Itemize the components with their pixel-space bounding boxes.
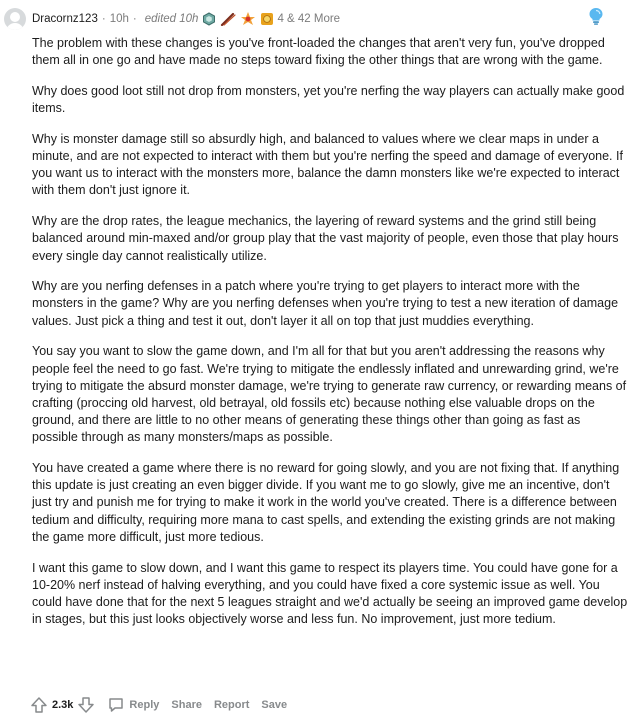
- comment-bubble-icon: [107, 696, 125, 714]
- report-button[interactable]: Report: [213, 699, 250, 711]
- reply-button[interactable]: [107, 696, 159, 714]
- award-icon[interactable]: [586, 6, 606, 26]
- meta-separator: ·: [132, 13, 137, 25]
- medal-award-icon[interactable]: [260, 12, 274, 26]
- timestamp[interactable]: 10h: [109, 13, 129, 25]
- comment-paragraph: Why is monster damage still so absurdly high, and balanced to values where we clear maps in under a minute, and are not expected to interact with them but you're nerfing the speed and damage of everyone. If you want us to interact with the monsters more, balance the damn monsters like we're expected to interact with them don't just ignore it.: [32, 131, 623, 198]
- comment-paragraph: Why does good loot still not drop from monsters, yet you're nerfing the way players can actually make good items.: [32, 83, 625, 116]
- comment-body: [32, 35, 627, 642]
- comment-paragraph: You say you want to slow the game down, and I'm all for that but you aren't addressing the reasons why people feel the need to go fast. We're trying to mitigate the endlessly inflated and unrewarding grind, we're trying to mitigate the absurd monster damage, we're trying to generate raw currency, or rewarding means of crafting (proccing old harvest, old betrayal, old fossils etc) because nothing else valuable drops on the ground, and there are little to no other means of generating these things other than going as fast as possible through as many monsters/maps as possible.: [32, 344, 627, 445]
- edited-timestamp: edited 10h: [144, 13, 199, 25]
- comment-paragraph: Why are you nerfing defenses in a patch where you're trying to get players to interact more with the monsters in the game? Why are you nerfing defenses when you're trying to test a new iteration of damage values. Just pick a thing and test it out, don't layer it all on top that just muddies everything.: [32, 279, 619, 328]
- comment-paragraph: You have created a game where there is no reward for going slowly, and you are not fixing that. If anything this update is just creating an even bigger divide. If you want me to go slowly, give me an incentive, don't just try and punish me for trying to make it work in the world you've created. There is a difference between tedium and difficulty, requiring more mana to cast spells, and extending the existing grinds are not making the game more difficult, just more tedious.: [32, 461, 620, 544]
- comment-paragraph: The problem with these changes is you've front-loaded the changes that aren't very fun, you've dropped them all in one go and have made no steps toward fixing the other things that are wrong with the game.: [32, 36, 605, 68]
- flair-more-count[interactable]: 4 & 42 More: [277, 13, 341, 25]
- comment-paragraph: Why are the drop rates, the league mechanics, the layering of reward systems and the grind still being balanced around min-maxed and/or group play that the vast majority of people, even those that play hours every single day cannot realistically utilize.: [32, 214, 619, 263]
- hexagon-award-icon[interactable]: [202, 12, 216, 26]
- username-link[interactable]: Dracornz123: [32, 13, 98, 25]
- comment-actions: [30, 694, 287, 716]
- save-button[interactable]: Save: [261, 699, 288, 711]
- downvote-arrow-icon[interactable]: [77, 696, 95, 714]
- flame-award-icon[interactable]: [240, 12, 256, 26]
- comment-header: [32, 10, 340, 28]
- vote-count: 2.3k: [52, 699, 74, 711]
- staff-award-icon[interactable]: [220, 12, 236, 26]
- avatar-icon[interactable]: [4, 8, 26, 30]
- upvote-arrow-icon[interactable]: [30, 696, 48, 714]
- share-button[interactable]: Share: [171, 699, 202, 711]
- comment-paragraph: I want this game to slow down, and I want this game to respect its players time. You could have gone for a 10-20% nerf instead of halving everything, and you could have fixed a core systemic issue as well. You could have done that for the next 5 leagues straight and we'd actually be seeing an improved game develop in stages, but this just looks objectively worse and less fun. No improvement, just more tedium.: [32, 560, 627, 627]
- meta-separator: ·: [101, 13, 106, 25]
- reply-label: Reply: [129, 699, 160, 711]
